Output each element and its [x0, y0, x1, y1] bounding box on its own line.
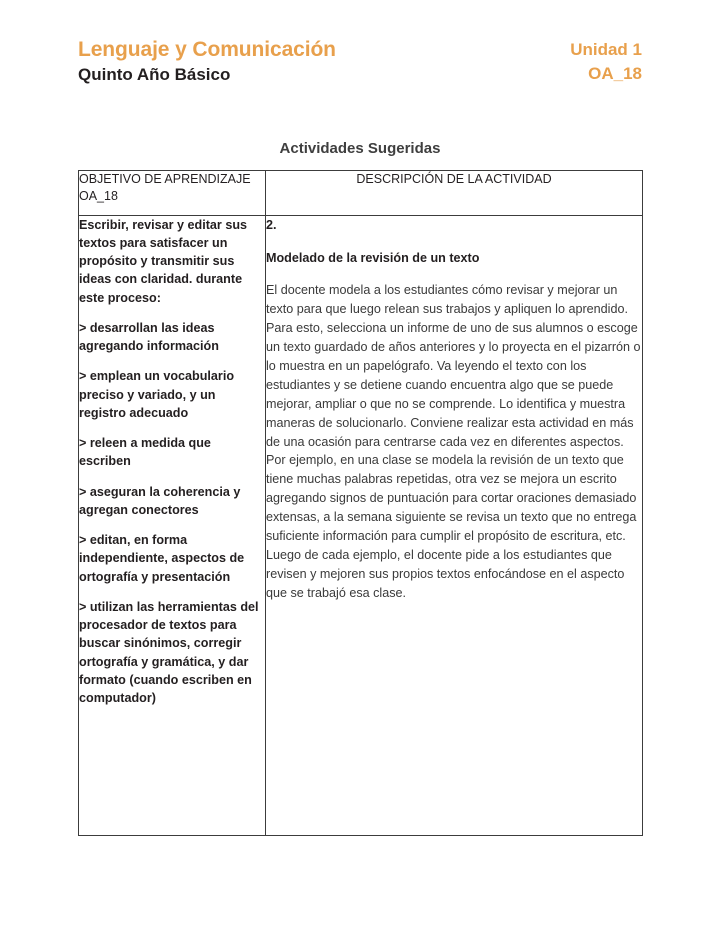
table-body-row	[79, 215, 643, 835]
table-header-row	[79, 171, 643, 216]
activity-body-text: El docente modela a los estudiantes cómo revisar y mejorar un texto para que luego relean sus trabajos y apliquen lo aprendido. Para esto, selecciona un informe de uno de sus alumnos o escoge un texto guardado de años anteriores y lo proyecta en el pizarrón o lo muestra en un papelógrafo. Va leyendo el texto con los estudiantes y se detiene cuando encuentra algo que se puede mejorar, ampliar o que no se comprende. Lo identifica y muestra maneras de solucionarlo. Conviene realizar esta actividad en más de una ocasión para centrarse cada vez en diferentes aspectos. Por ejemplo, en una clase se modela la revisión de un texto que tiene muchas palabras repetidas, otra vez se mejora un escrito agregando signos de puntuación para cortar oraciones demasiado extensas, a la semana siguiente se revisa un texto que no entrega suficiente información para cumplir el propósito de escritura, etc. Luego de cada ejemplo, el docente pide a los estudiantes que revisen y mejoren sus propios textos enfocándose en el aspecto que se trabajó esa clase.	[266, 283, 641, 600]
activity-number: 2.	[266, 217, 277, 232]
column-header-description: DESCRIPCIÓN DE LA ACTIVIDAD	[266, 171, 643, 216]
header-left-group	[78, 38, 336, 87]
subject-title: Lenguaje y Comunicación	[78, 38, 336, 61]
activities-table	[78, 170, 643, 836]
activity-subtitle: Modelado de la revisión de un texto	[266, 250, 480, 265]
objective-bullet-3: > releen a medida que escriben	[79, 436, 211, 469]
objective-bullet-2: > emplean un vocabulario preciso y variado, y un registro adecuado	[79, 369, 235, 420]
section-title: Actividades Sugeridas	[279, 140, 441, 157]
oa-code-label: OA_18	[588, 64, 642, 84]
objective-bullet-5: > editan, en forma independiente, aspectos de ortografía y presentación	[79, 533, 245, 584]
header-right-group	[570, 38, 642, 85]
objective-bullet-6: > utilizan las herramientas del procesador de textos para buscar sinónimos, corregir ortografía y gramática, y dar formato (cuando escriben en computador)	[79, 599, 259, 706]
objective-bullet-4: > aseguran la coherencia y agregan conectores	[79, 484, 241, 517]
objective-bullet-1: > desarrollan las ideas agregando información	[79, 320, 219, 354]
objective-cell	[79, 215, 266, 835]
activity-cell	[266, 215, 643, 835]
objective-intro: Escribir, revisar y editar sus textos para satisfacer un propósito y transmitir sus ideas con claridad. durante este proceso:	[79, 217, 248, 305]
grade-title: Quinto Año Básico	[78, 65, 231, 85]
document-header	[78, 38, 642, 87]
unit-label: Unidad 1	[570, 40, 642, 59]
column-header-objective: OBJETIVO DE APRENDIZAJE OA_18	[79, 171, 266, 216]
